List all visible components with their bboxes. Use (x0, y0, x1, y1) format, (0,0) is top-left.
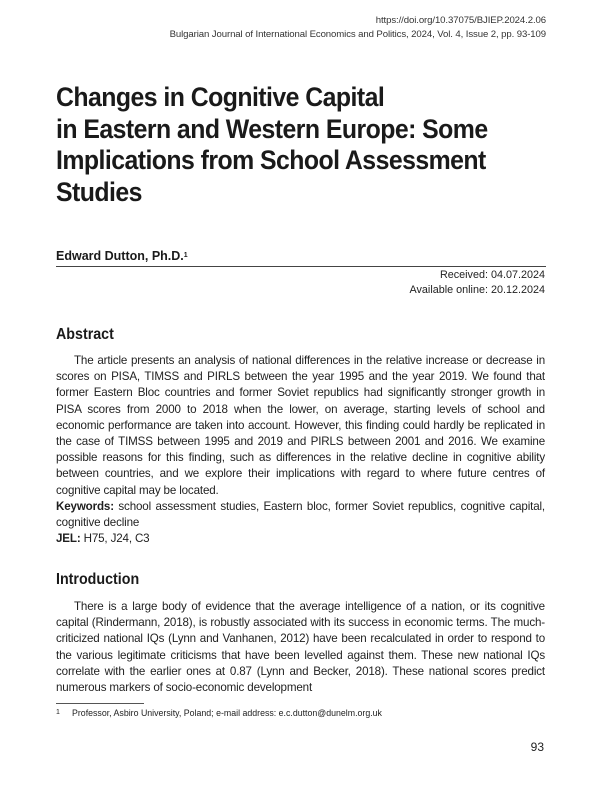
author-name: Edward Dutton, Ph.D. (56, 249, 184, 263)
jel-codes: H75, J24, C3 (83, 532, 150, 546)
title-line-3: Implications from School Assessment (56, 145, 486, 175)
keywords-block (56, 499, 545, 548)
article-title (56, 82, 516, 208)
journal-citation: Bulgarian Journal of International Economics and Politics, 2024, Vol. 4, Issue 2, pp. 93-109 (169, 29, 546, 40)
available-date: Available online: 20.12.2024 (409, 284, 545, 296)
journal-header (170, 14, 546, 42)
title-line-1: Changes in Cognitive Capital (56, 82, 385, 112)
received-date: Received: 04.07.2024 (439, 269, 545, 281)
keywords-text: school assessment studies, Eastern bloc, former Soviet republics, cognitive capital, cognitive decline (56, 500, 545, 530)
page-number: 93 (530, 740, 544, 754)
introduction-text: There is a large body of evidence that the average intelligence of a nation, or its cognitive capital (Rindermann, 2018), is robustly associated with its success in economic terms. The much-criticized national IQs (Lynn and Vanhanen, 2012) have been recalculated in order to respond to the various legitimate criticisms that have been levelled against them. These new national IQs correlate with the earlier ones at 0.87 (Lynn and Becker, 2018). These national scores predict numerous markers of socio-economic development (56, 600, 545, 695)
jel-label: JEL: (56, 532, 81, 546)
title-line-4: Studies (56, 176, 142, 207)
introduction-heading: Introduction (56, 571, 140, 588)
footnote (56, 707, 546, 719)
footnote-divider (56, 703, 144, 704)
author-line (56, 248, 546, 267)
article-dates (410, 268, 545, 298)
footnote-text: Professor, Asbiro University, Poland; e-mail address: e.c.dutton@dunelm.org.uk (72, 708, 382, 718)
title-line-2: in Eastern and Western Europe: Some (56, 113, 488, 144)
footnote-mark: 1 (56, 709, 60, 716)
doi-link[interactable]: https://doi.org/10.37075/BJIEP.2024.2.06 (375, 15, 546, 26)
abstract-text: The article presents an analysis of national differences in the relative increase or decrease in scores on PISA, TIMSS and PIRLS between the year 1995 and the year 2019. We found that former Eastern Bloc countries and former Soviet republics had significantly stronger growth in PISA scores from 2000 to 2018 when the lower, on average, starting levels of school and economic performance are taken into account. However, this finding could hardly be replicated in the case of TIMSS between 1995 and 2019 and PIRLS between 2001 and 2016. We examine possible reasons for this finding, such as differences in the relative decline in cognitive ability between countries, and we explore their implications with regard to where future centres of cognitive capital may be located. (56, 354, 545, 497)
author-footnote-mark[interactable]: 1 (183, 252, 188, 259)
keywords-label: Keywords: (56, 500, 114, 513)
abstract-heading: Abstract (56, 326, 114, 343)
